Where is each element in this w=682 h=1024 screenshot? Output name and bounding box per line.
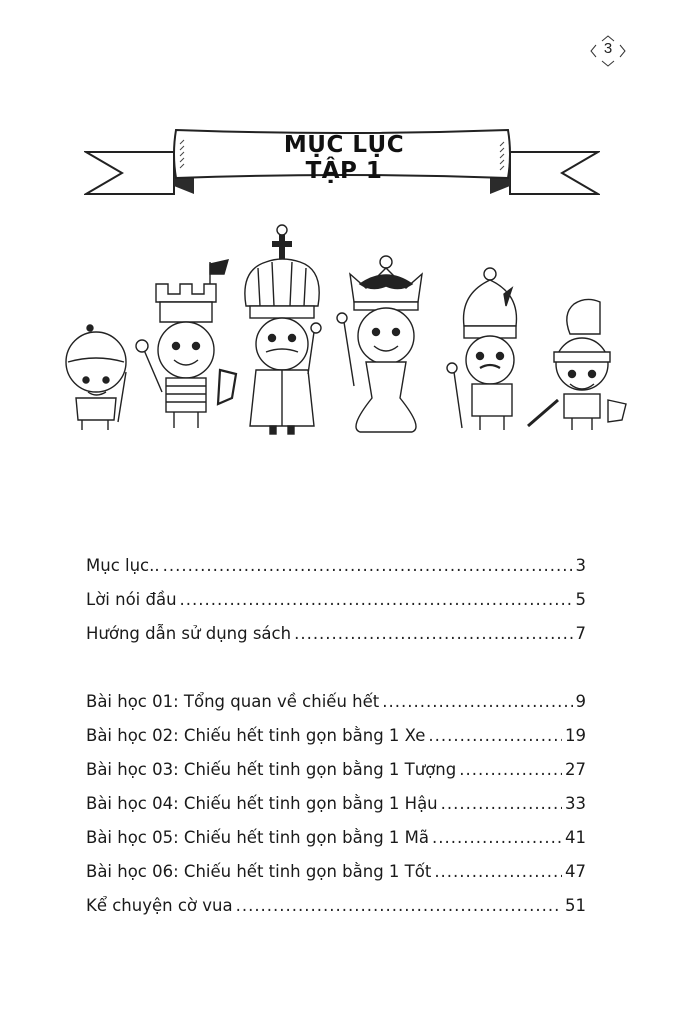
toc-entry-page: 47 bbox=[565, 862, 586, 881]
toc-entry[interactable] bbox=[86, 692, 586, 726]
toc-entry[interactable] bbox=[86, 726, 586, 760]
toc-leader-dots bbox=[441, 794, 562, 813]
toc-entry-title: Bài học 01: Tổng quan về chiếu hết bbox=[86, 692, 380, 711]
toc-entry-title: Bài học 05: Chiếu hết tinh gọn bằng 1 Mã bbox=[86, 828, 430, 847]
page-number bbox=[588, 34, 628, 68]
toc-leader-dots bbox=[459, 760, 562, 779]
toc-entry-page: 27 bbox=[565, 760, 586, 779]
toc-entry[interactable] bbox=[86, 862, 586, 896]
toc-entry[interactable] bbox=[86, 590, 586, 624]
toc-entry[interactable] bbox=[86, 828, 586, 862]
toc-entry-title: Bài học 06: Chiếu hết tinh gọn bằng 1 Tốt bbox=[86, 862, 432, 881]
toc-leader-dots bbox=[180, 590, 573, 609]
toc-leader-dots bbox=[428, 726, 562, 745]
toc-leader-dots bbox=[382, 692, 572, 711]
chess-characters-illustration bbox=[60, 222, 640, 438]
toc-section-gap bbox=[86, 658, 586, 692]
bishop-character-icon bbox=[447, 268, 516, 430]
toc-entry-page: 3 bbox=[575, 556, 586, 575]
king-character-icon bbox=[245, 225, 321, 434]
queen-character-icon bbox=[337, 256, 422, 432]
toc-entry-title: Bài học 04: Chiếu hết tinh gọn bằng 1 Hậu bbox=[86, 794, 438, 813]
knight-character-icon bbox=[528, 299, 626, 430]
page-number-text: 3 bbox=[603, 40, 613, 57]
toc-entry-title: Hướng dẫn sử dụng sách bbox=[86, 624, 292, 643]
toc-leader-dots bbox=[163, 556, 573, 575]
toc-entry-page: 51 bbox=[565, 896, 586, 915]
toc-entry-page: 7 bbox=[575, 624, 586, 643]
toc-leader-dots bbox=[294, 624, 572, 643]
toc-leader-dots bbox=[432, 828, 562, 847]
toc-entry-title: Mục lục.. bbox=[86, 556, 160, 575]
rook-character-icon bbox=[136, 260, 236, 428]
toc-entry-page: 41 bbox=[565, 828, 586, 847]
title-banner bbox=[84, 124, 600, 200]
toc-entry[interactable] bbox=[86, 556, 586, 590]
toc-entry-title: Kể chuyện cờ vua bbox=[86, 896, 233, 915]
toc-entry[interactable] bbox=[86, 896, 586, 930]
toc-entry-page: 33 bbox=[565, 794, 586, 813]
toc-entry-title: Lời nói đầu bbox=[86, 590, 177, 609]
toc-entry-title: Bài học 03: Chiếu hết tinh gọn bằng 1 Tượng bbox=[86, 760, 457, 779]
toc-entry-page: 19 bbox=[565, 726, 586, 745]
toc-entry[interactable] bbox=[86, 794, 586, 828]
page-title: MỤC LỤC TẬP 1 bbox=[283, 132, 405, 184]
pawn-character-icon bbox=[66, 325, 126, 430]
toc-entry-page: 5 bbox=[575, 590, 586, 609]
toc-entry[interactable] bbox=[86, 760, 586, 794]
toc-leader-dots bbox=[434, 862, 562, 881]
toc-entry-page: 9 bbox=[575, 692, 586, 711]
toc-entry-title: Bài học 02: Chiếu hết tinh gọn bằng 1 Xe bbox=[86, 726, 426, 745]
table-of-contents bbox=[86, 556, 586, 930]
toc-entry[interactable] bbox=[86, 624, 586, 658]
toc-leader-dots bbox=[236, 896, 562, 915]
